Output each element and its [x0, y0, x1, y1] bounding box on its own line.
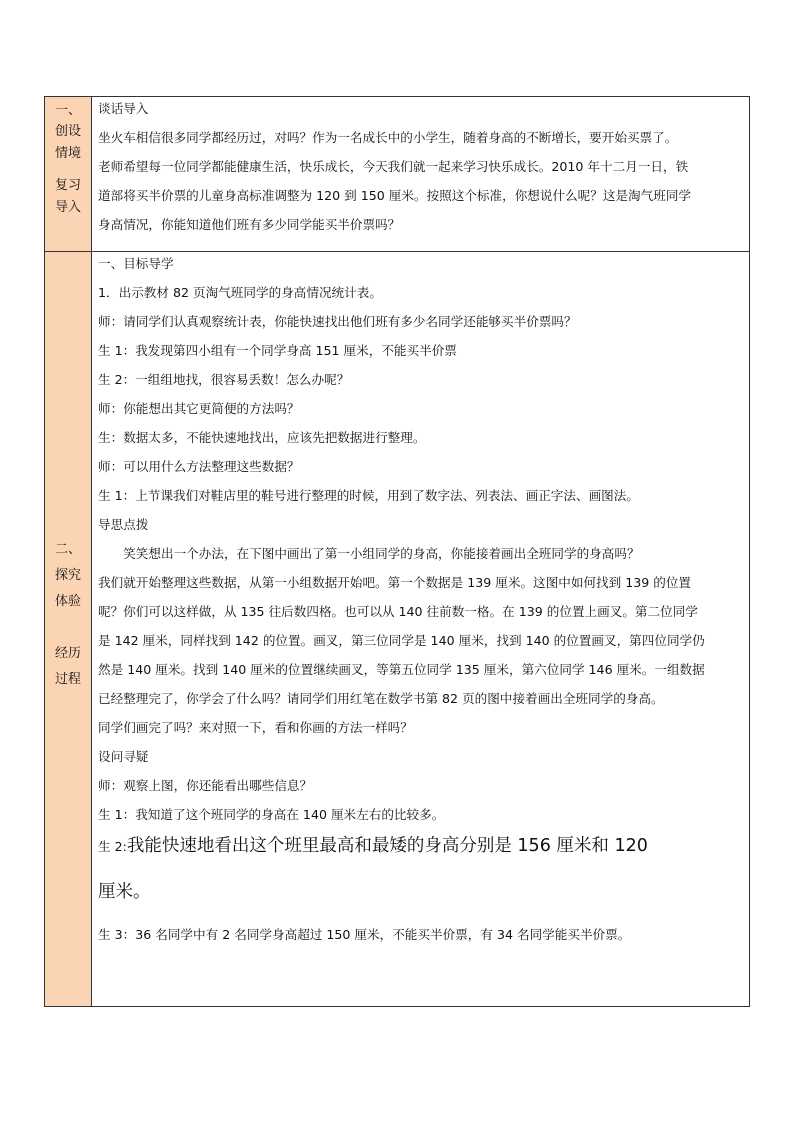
section-label-line: 过程 [54, 672, 81, 687]
section-label-line: 探究 [54, 568, 81, 583]
text-line: 身高情况，你能知道他们班有多少同学能买半价票吗？ [98, 217, 401, 232]
section-explore-row [45, 252, 750, 1007]
section-label-line: 创设 [54, 124, 81, 139]
text-line: 师：你能想出其它更简便的方法吗？ [98, 401, 300, 416]
text-line: 生：数据太多，不能快速地找出，应该先把数据进行整理。 [98, 430, 426, 445]
text-line: 生 1：上节课我们对鞋店里的鞋号进行整理的时候，用到了数字法、列表法、画正字法、画图法。 [98, 488, 639, 503]
speaker-prefix: 生 2: [98, 839, 127, 854]
section-intro-row [45, 97, 750, 252]
text-line: 坐火车相信很多同学都经历过，对吗？作为一名成长中的小学生，随着身高的不断增长，要开始买票了。 [98, 130, 678, 145]
text-line: 然是 140 厘米。找到 140 厘米的位置继续画叉，等第五位同学 135 厘米，第六位同学 146 厘米。一组数据 [98, 662, 705, 677]
section-intro-label-cell [45, 97, 92, 252]
text-line: 生 1：我知道了这个班同学的身高在 140 厘米左右的比较多。 [98, 807, 445, 822]
section-explore-label [45, 252, 91, 693]
section-explore-label-cell [45, 252, 92, 1007]
section-intro-label [45, 97, 91, 219]
text-line: 已经整理完了，你学会了什么吗？请同学们用红笔在数学书第 82 页的图中接着画出全班同学的身高。 [98, 691, 664, 706]
text-line: 同学们画完了吗？来对照一下，看和你画的方法一样吗？ [98, 720, 413, 735]
section-label-line: 复习 [54, 178, 81, 193]
text-line: 是 142 厘米，同样找到 142 的位置。画叉，第三位同学是 140 厘米，找到 140 的位置画叉，第四位同学仍 [98, 633, 705, 648]
text-line: 1．出示教材 82 页淘气班同学的身高情况统计表。 [98, 285, 382, 300]
text-line: 师：观察上图，你还能看出哪些信息？ [98, 778, 313, 793]
text-line: 生 3：36 名同学中有 2 名同学身高超过 150 厘米，不能买半价票，有 34 名同学能买半价票。 [98, 927, 631, 942]
text-line-indented: 笑笑想出一个办法，在下图中画出了第一小组同学的身高，你能接着画出全班同学的身高吗？ [123, 546, 640, 561]
text-line: 呢？你们可以这样做，从 135 往后数四格。也可以从 140 往前数一格。在 139 的位置上画叉。第二位同学 [98, 604, 698, 619]
section-label-line: 体验 [54, 594, 81, 609]
section-label-line: 二、 [54, 542, 81, 557]
text-line: 生 2：一组组地找，很容易丢数！怎么办呢？ [98, 372, 350, 387]
text-line: 师：可以用什么方法整理这些数据？ [98, 459, 300, 474]
section-label-line: 情境 [54, 146, 81, 161]
text-line: 师：请同学们认真观察统计表，你能快速找出他们班有多少名同学还能够买半价票吗？ [98, 314, 577, 329]
text-line: 生 1：我发现第四小组有一个同学身高 151 厘米，不能买半价票 [98, 343, 457, 358]
lesson-table [44, 96, 750, 1007]
section-explore-content [92, 252, 750, 1007]
text-line: 设问寻疑 [98, 749, 149, 764]
section-label-line: 导入 [54, 200, 81, 215]
text-line: 老师希望每一位同学都能健康生活，快乐成长，今天我们就一起来学习快乐成长。2010 年十二月一日，铁 [98, 159, 689, 174]
text-line: 我们就开始整理这些数据，从第一小组数据开始吧。第一个数据是 139 厘米。这图中如何找到 139 的位置 [98, 575, 692, 590]
section-label-line: 一、 [54, 103, 81, 118]
text-line: 导思点拨 [98, 517, 149, 532]
text-line: 谈话导入 [98, 101, 149, 116]
section-label-line: 经历 [54, 646, 81, 661]
text-line-large [98, 836, 743, 857]
text-line: 一、目标导学 [98, 256, 174, 271]
section-intro-content [92, 97, 750, 252]
large-text: 我能快速地看出这个班里最高和最矮的身高分别是 156 厘米和 120 [126, 836, 648, 856]
text-line: 道部将买半价票的儿童身高标准调整为 120 到 150 厘米。按照这个标准，你想说什么呢？这是淘气班同学 [98, 188, 692, 203]
text-line-large: 厘米。 [98, 882, 151, 902]
